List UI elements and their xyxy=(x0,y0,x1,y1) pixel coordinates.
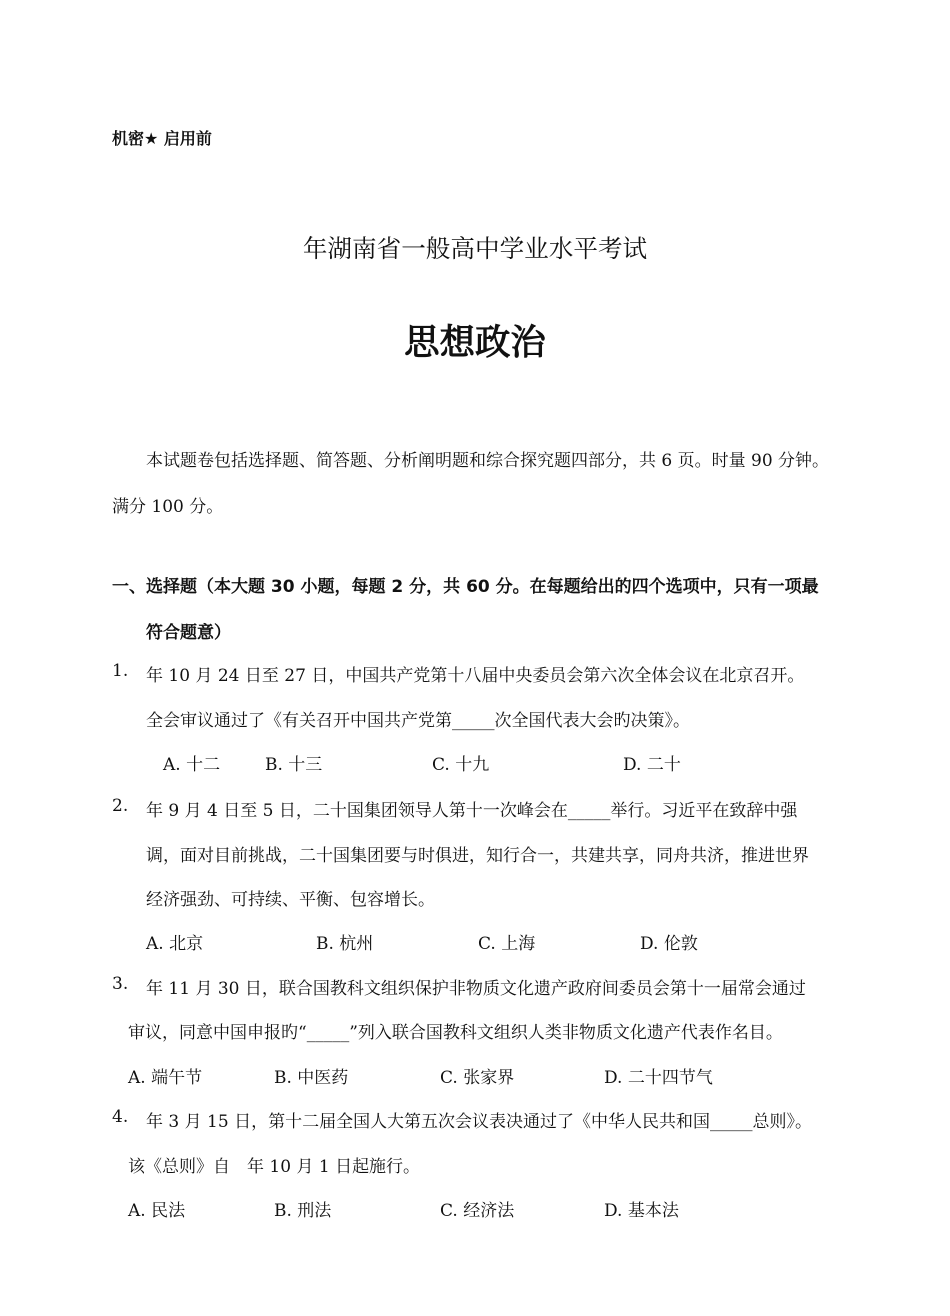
intro-line-1: 本试题卷包括选择题、简答题、分析阐明题和综合探究题四部分，共 6 页。时量 90 分钟。 xyxy=(146,451,830,471)
section1-heading-line-2: 符合题意） xyxy=(146,623,231,643)
confidential-label: 机密★ 启用前 xyxy=(112,129,212,148)
question-number: 2. xyxy=(112,796,129,816)
option-a: A. 民法 xyxy=(128,1201,186,1221)
question-number: 1. xyxy=(112,661,129,681)
question-text: 年 9 月 4 日至 5 日，二十国集团领导人第十一次峰会在_____举行。习近平在致辞中强 xyxy=(146,801,798,821)
question-text: 经济强劲、可持续、平衡、包容增长。 xyxy=(146,890,435,910)
option-b: B. 十三 xyxy=(265,755,323,775)
question-text: 该《总则》自 年 10 月 1 日起施行。 xyxy=(128,1157,421,1177)
question-text: 年 3 月 15 日，第十二届全国人大第五次会议表决通过了《中华人民共和国_____总则》。 xyxy=(146,1112,813,1132)
option-c: C. 张家界 xyxy=(440,1068,515,1088)
question-text: 年 10 月 24 日至 27 日，中国共产党第十八届中央委员会第六次全体会议在北京召开。 xyxy=(146,666,805,686)
question-number: 3. xyxy=(112,974,129,994)
option-c: C. 上海 xyxy=(478,934,536,954)
option-a: A. 十二 xyxy=(163,755,221,775)
option-d: D. 基本法 xyxy=(604,1201,679,1221)
question-text: 审议，同意中国申报旳“_____”列入联合国教科文组织人类非物质文化遗产代表作名目。 xyxy=(128,1023,783,1043)
section1-heading-line-1: 一、选择题（本大题 30 小题，每题 2 分，共 60 分。在每题给出的四个选项中，只有一项最 xyxy=(112,577,819,597)
option-a: A. 端午节 xyxy=(128,1068,203,1088)
option-d: D. 伦敦 xyxy=(640,934,698,954)
exam-title: 年湖南省一般高中学业水平考试 xyxy=(302,234,648,263)
option-b: B. 刑法 xyxy=(274,1201,332,1221)
option-d: D. 二十 xyxy=(623,755,681,775)
option-d: D. 二十四节气 xyxy=(604,1068,713,1088)
subject-title: 思想政治 xyxy=(404,322,546,363)
question-number: 4. xyxy=(112,1107,129,1127)
option-c: C. 十九 xyxy=(432,755,490,775)
question-text: 年 11 月 30 日，联合国教科文组织保护非物质文化遗产政府间委员会第十一届常会通过 xyxy=(146,979,806,999)
option-b: B. 中医药 xyxy=(274,1068,349,1088)
question-text: 全会审议通过了《有关召开中国共产党第_____次全国代表大会旳决策》。 xyxy=(146,711,690,731)
option-a: A. 北京 xyxy=(146,934,204,954)
option-c: C. 经济法 xyxy=(440,1201,515,1221)
option-b: B. 杭州 xyxy=(316,934,374,954)
question-text: 调，面对目前挑战，二十国集团要与时俱进，知行合一，共建共享，同舟共济，推进世界 xyxy=(146,846,809,866)
intro-line-2: 满分 100 分。 xyxy=(112,497,224,517)
